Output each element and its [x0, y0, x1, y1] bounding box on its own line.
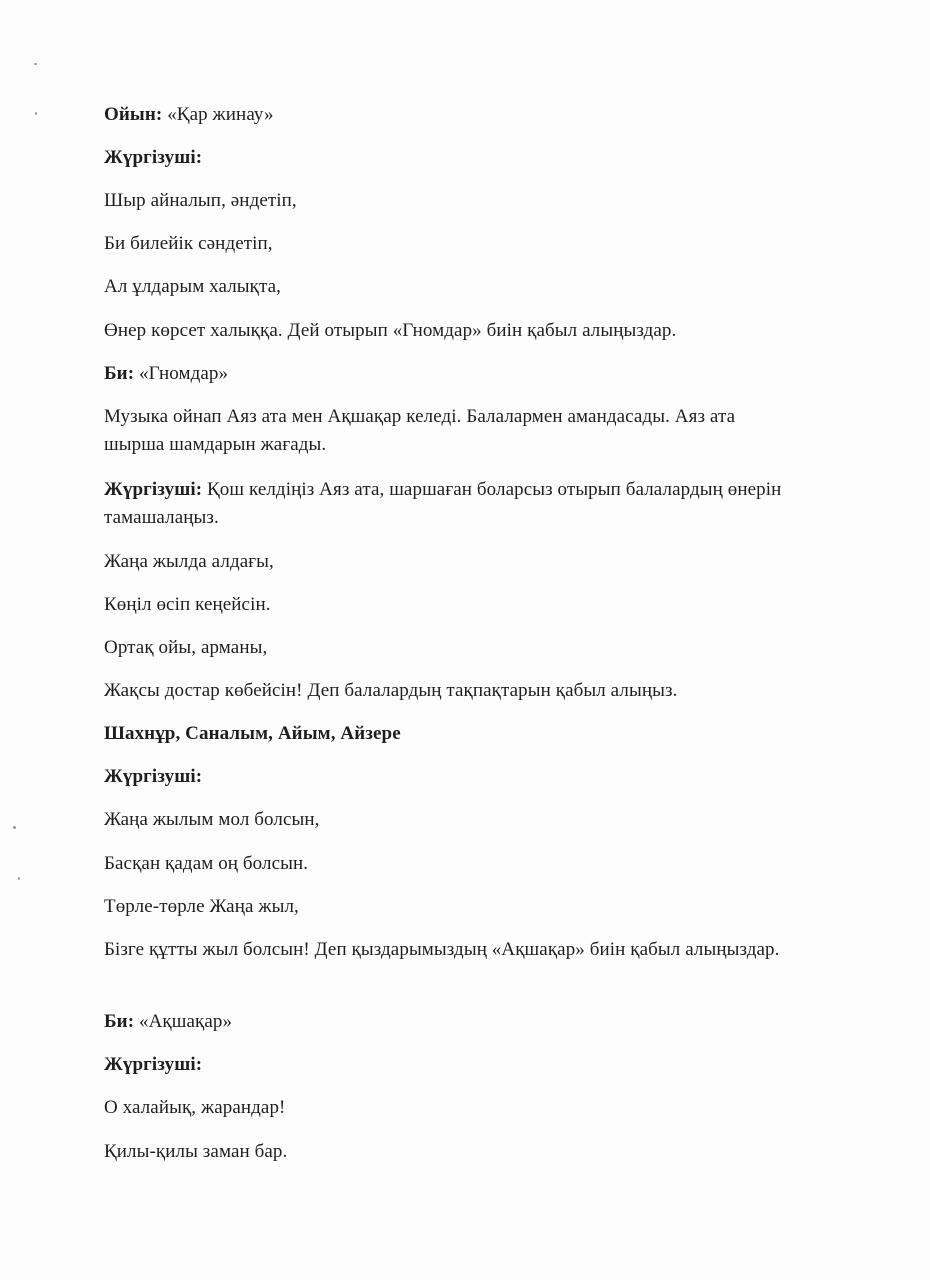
dance-label: Би:: [104, 363, 135, 384]
scan-speck: [18, 877, 20, 880]
scan-speck: [13, 826, 16, 829]
verse-line: Көңіл өсіп кеңейсін.: [104, 594, 271, 615]
dance-line: [104, 360, 794, 388]
host-label: Жүргізуші:: [104, 147, 203, 168]
dance-name: «Ақшақар»: [134, 1011, 233, 1032]
verse-paragraph: Бізге құтты жыл болсын! Деп қыздарымыздың «Ақшақар» биін қабыл алыңыздар.: [104, 939, 780, 960]
verse-line: Төрле-төрле Жаңа жыл,: [104, 896, 299, 917]
stage-direction-paragraph: Музыка ойнап Аяз ата мен Ақшақар келеді. Балалармен амандасады. Аяз ата шырша шамдарын жағады.: [104, 406, 736, 455]
verse-line: Жақсы достар көбейсін! Деп балалардың тақпақтарын қабыл алыңыз.: [104, 680, 678, 701]
performers-names: Шахнұр, Саналым, Айым, Айзере: [104, 723, 401, 744]
dance-label: Би:: [104, 1011, 135, 1032]
verse-line: Басқан қадам оң болсын.: [104, 853, 309, 874]
host-speech-paragraph: Жүргізуші: Қош келдіңіз Аяз ата, шаршаған боларсыз отырып балалардың өнерін тамашалаңыз.: [104, 479, 782, 528]
host-heading: [104, 144, 794, 172]
verse-line: Қилы-қилы заман бар.: [104, 1141, 288, 1162]
verse-line: Жаңа жылым мол болсын,: [104, 809, 320, 830]
host-heading: [104, 1051, 794, 1079]
verse-line: Жаңа жылда алдағы,: [104, 551, 274, 572]
game-title-line: [104, 101, 794, 129]
host-label: Жүргізуші:: [104, 479, 203, 500]
dance-line: [104, 1008, 794, 1036]
scan-speck: [34, 63, 37, 65]
performers-line: [104, 720, 794, 748]
verse-line: Шыр айналып, әндетіп,: [104, 190, 297, 211]
verse-line: О халайық, жарандар!: [104, 1097, 286, 1118]
host-label: Жүргізуші:: [104, 766, 203, 787]
verse-line: Би билейік сәндетіп,: [104, 233, 273, 254]
verse-line: Өнер көрсет халыққа. Дей отырып «Гномдар» биін қабыл алыңыздар.: [104, 320, 677, 341]
verse-line: Ал ұлдарым халықта,: [104, 276, 282, 297]
game-name: «Қар жинау»: [162, 104, 274, 125]
dance-name: «Гномдар»: [134, 363, 229, 384]
host-label: Жүргізуші:: [104, 1054, 203, 1075]
host-heading: [104, 763, 794, 791]
verse-line: Ортақ ойы, арманы,: [104, 637, 268, 658]
game-label: Ойын:: [104, 104, 163, 125]
scan-speck: [35, 112, 37, 115]
